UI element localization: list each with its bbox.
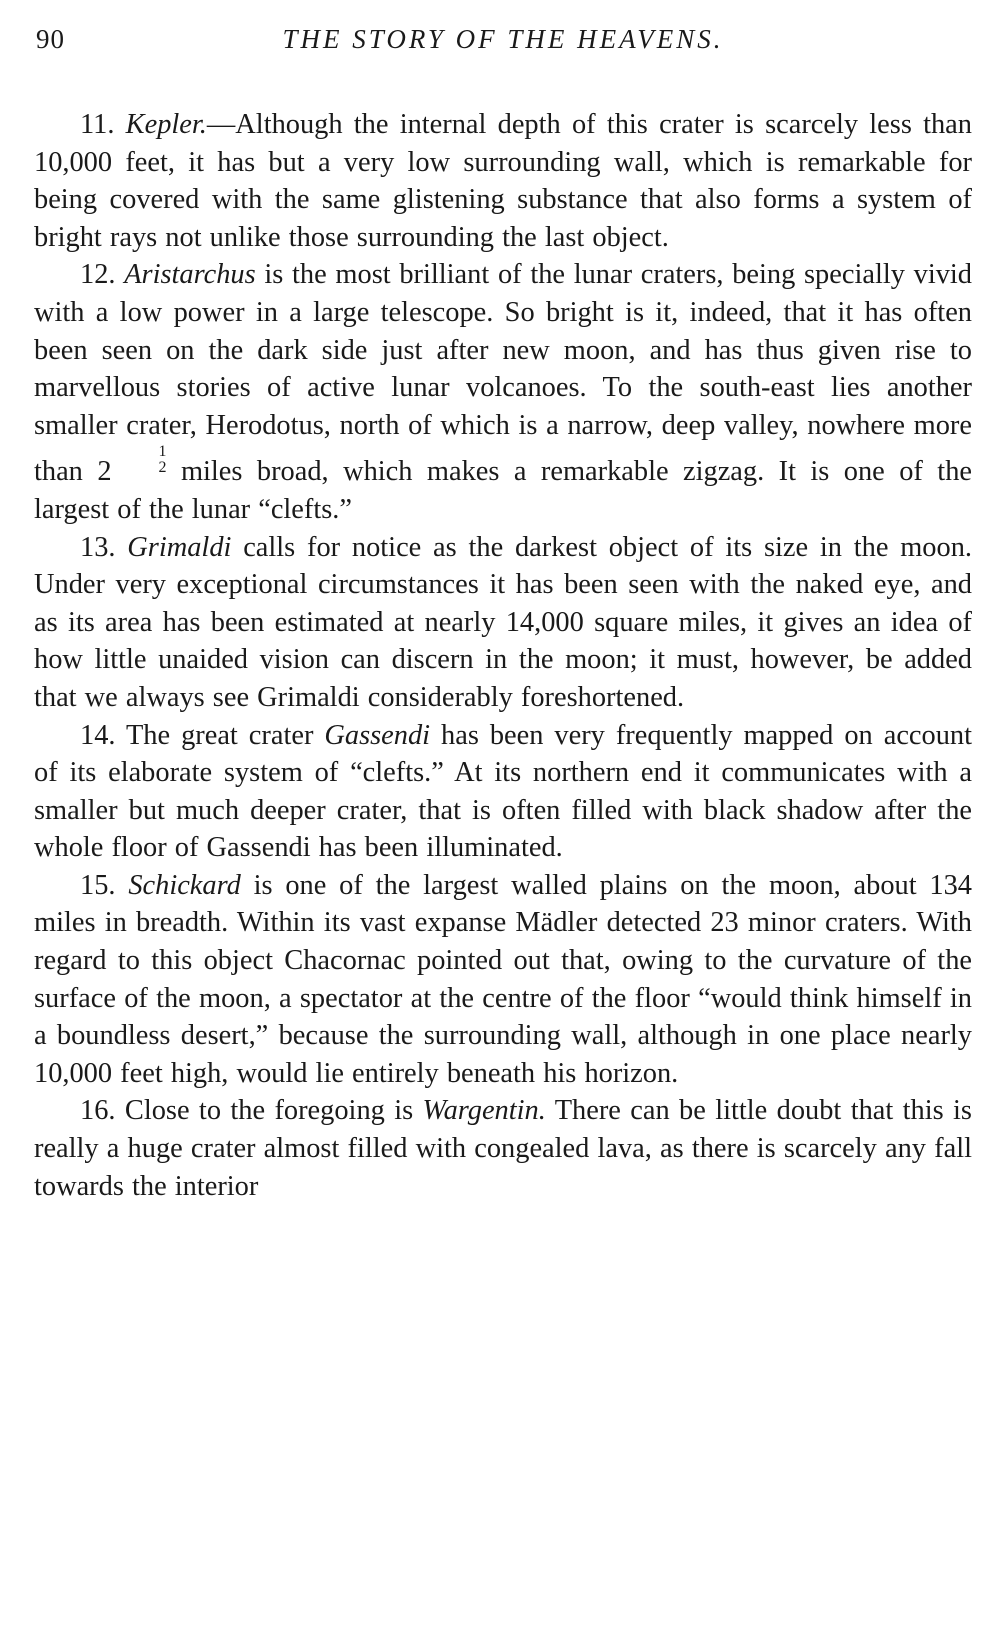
paragraph-wargentin [34, 1092, 972, 1205]
fraction-denominator: 2 [158, 459, 167, 477]
paragraph-text-continued: miles broad, which makes a remarkable zigzag. It is one of the largest of the lunar “clefts.” [34, 456, 972, 525]
paragraph-kepler [34, 106, 972, 256]
paragraph-text: calls for notice as the darkest object of its size in the moon. Under very exceptional circumstances it has been seen with the naked eye, and as its area has been estimated at nearly 14,000 square miles, it gives an idea of how little unaided vision can discern in the moon; it must, however, be added that we always see Grimaldi considerably foreshortened. [34, 531, 972, 713]
paragraph-number: 16. [80, 1095, 116, 1127]
paragraph-lead: The great crater [115, 719, 325, 751]
paragraph-lead: Close to the foregoing is [115, 1095, 423, 1127]
crater-name: Kepler. [125, 109, 207, 140]
paragraph-aristarchus [34, 256, 972, 528]
paragraph-grimaldi [34, 529, 972, 717]
paragraph-gassendi [34, 717, 972, 867]
crater-name: Gassendi [324, 719, 431, 751]
body-text [34, 106, 972, 1205]
paragraph-text: is one of the largest walled plains on the moon, about 134 miles in breadth. Within its vast expanse Mädler detected 23 minor craters. With regard to this object Chacornac pointed out that, owing to the curvature of the surface of the moon, a spectator at the centre of the floor “would think himself in a boundless desert,” because the surrounding wall, although in one place nearly 10,000 feet high, would lie entirely beneath his horizon. [34, 869, 972, 1089]
book-page [34, 18, 972, 1205]
running-title: THE STORY OF THE HEAVENS. [282, 24, 724, 54]
crater-name: Wargentin. [422, 1095, 546, 1127]
paragraph-number: 12. [80, 259, 116, 291]
paragraph-text: has been very frequently mapped on account of its elaborate system of “clefts.” At its northern end it communicates with a smaller but much deeper crater, that is often filled with black shadow after the whole floor of Gassendi has been illuminated. [34, 719, 972, 864]
crater-name: Grimaldi [127, 531, 232, 563]
paragraph-text: —Although the internal depth of this crater is scarcely less than 10,000 feet, it has but a very low surrounding wall, which is remarkable for being covered with the same glistening substance that also forms a system of bright rays not unlike those surrounding the last object. [34, 109, 972, 253]
paragraph-text: is the most brilliant of the lunar craters, being specially vivid with a low power in a large telescope. So bright is it, indeed, that it has often been seen on the dark side just after new moon, and has thus given rise to marvellous stories of active lunar volcanoes. To the south-east lies another smaller crater, Herodotus, north of which is a narrow, deep valley, nowhere more than 2 [34, 259, 972, 488]
paragraph-number: 13. [80, 531, 116, 563]
crater-name: Aristarchus [124, 259, 256, 291]
fraction [113, 444, 167, 476]
paragraph-number: 14. [80, 719, 116, 751]
page-number: 90 [36, 24, 65, 54]
paragraph-number: 15. [80, 869, 116, 901]
crater-name: Schickard [128, 869, 241, 901]
fraction-numerator: 1 [158, 443, 167, 461]
paragraph-schickard [34, 867, 972, 1093]
paragraph-text: There can be little doubt that this is really a huge crater almost filled with congealed lava, as there is scarcely any fall towards the interior [34, 1095, 972, 1202]
paragraph-number: 11. [80, 109, 115, 140]
running-head [34, 18, 972, 66]
